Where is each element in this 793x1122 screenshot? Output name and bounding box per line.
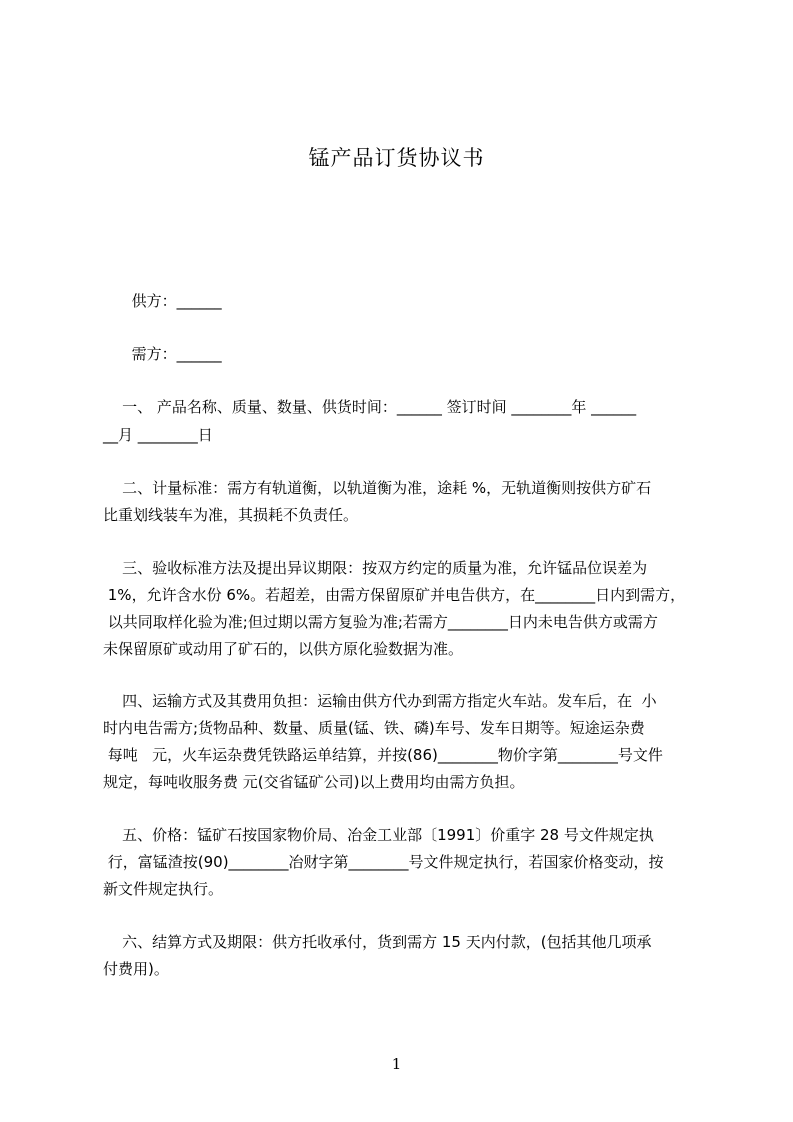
- clause-6-line-1: 六、结算方式及期限：供方托收承付，货到需方 15 天内付款，(包括其他几项承: [103, 933, 652, 951]
- clause-4-line-3: 每吨 元，火车运杂费凭铁路运单结算，并按(86)________物价字第________号文件: [103, 746, 663, 764]
- clause-5-line-1: 五、价格：锰矿石按国家物价局、冶金工业部〔1991〕价重字 28 号文件规定执: [103, 826, 654, 844]
- clause-1-line-1: 一、 产品名称、质量、数量、供货时间：______ 签订时间 ________年 ______: [103, 398, 637, 416]
- clause-6-line-2: 付费用)。: [103, 960, 169, 978]
- supplier-line: 供方：______: [103, 292, 222, 310]
- clause-1-line-2: __月 ________日: [103, 426, 213, 444]
- clause-5-line-2: 行，富锰渣按(90)________冶财字第________号文件规定执行，若国家价格变动，按: [103, 853, 664, 871]
- clause-4-line-2: 时内电告需方;货物品种、数量、质量(锰、铁、磷)车号、发车日期等。短途运杂费: [103, 719, 645, 737]
- clause-3-line-3: 以共同取样化验为准;但过期以需方复验为准;若需方________日内未电告供方或需方: [103, 613, 658, 631]
- clause-4-line-4: 规定，每吨收服务费 元(交省锰矿公司)以上费用均由需方负担。: [103, 773, 525, 791]
- clause-3-line-2: 1%，允许含水份 6%。若超差，由需方保留原矿并电告供方，在________日内到需方，: [103, 586, 686, 604]
- document-title: 锰产品订货协议书: [308, 146, 485, 170]
- clause-3-line-1: 三、验收标准方法及提出异议期限：按双方约定的质量为准，允许锰品位误差为: [103, 559, 648, 577]
- clause-2-line-1: 二、计量标准：需方有轨道衡，以轨道衡为准，途耗 %，无轨道衡则按供方矿石: [103, 479, 652, 497]
- clause-5-line-3: 新文件规定执行。: [103, 880, 224, 898]
- clause-2-line-2: 比重划线装车为准，其损耗不负责任。: [103, 506, 359, 524]
- clause-3-line-4: 未保留原矿或动用了矿石的，以供方原化验数据为准。: [103, 640, 464, 658]
- page-number: 1: [391, 1055, 402, 1073]
- clause-4-line-1: 四、运输方式及其费用负担：运输由供方代办到需方指定火车站。发车后，在 小: [103, 692, 657, 710]
- buyer-line: 需方：______: [103, 345, 222, 363]
